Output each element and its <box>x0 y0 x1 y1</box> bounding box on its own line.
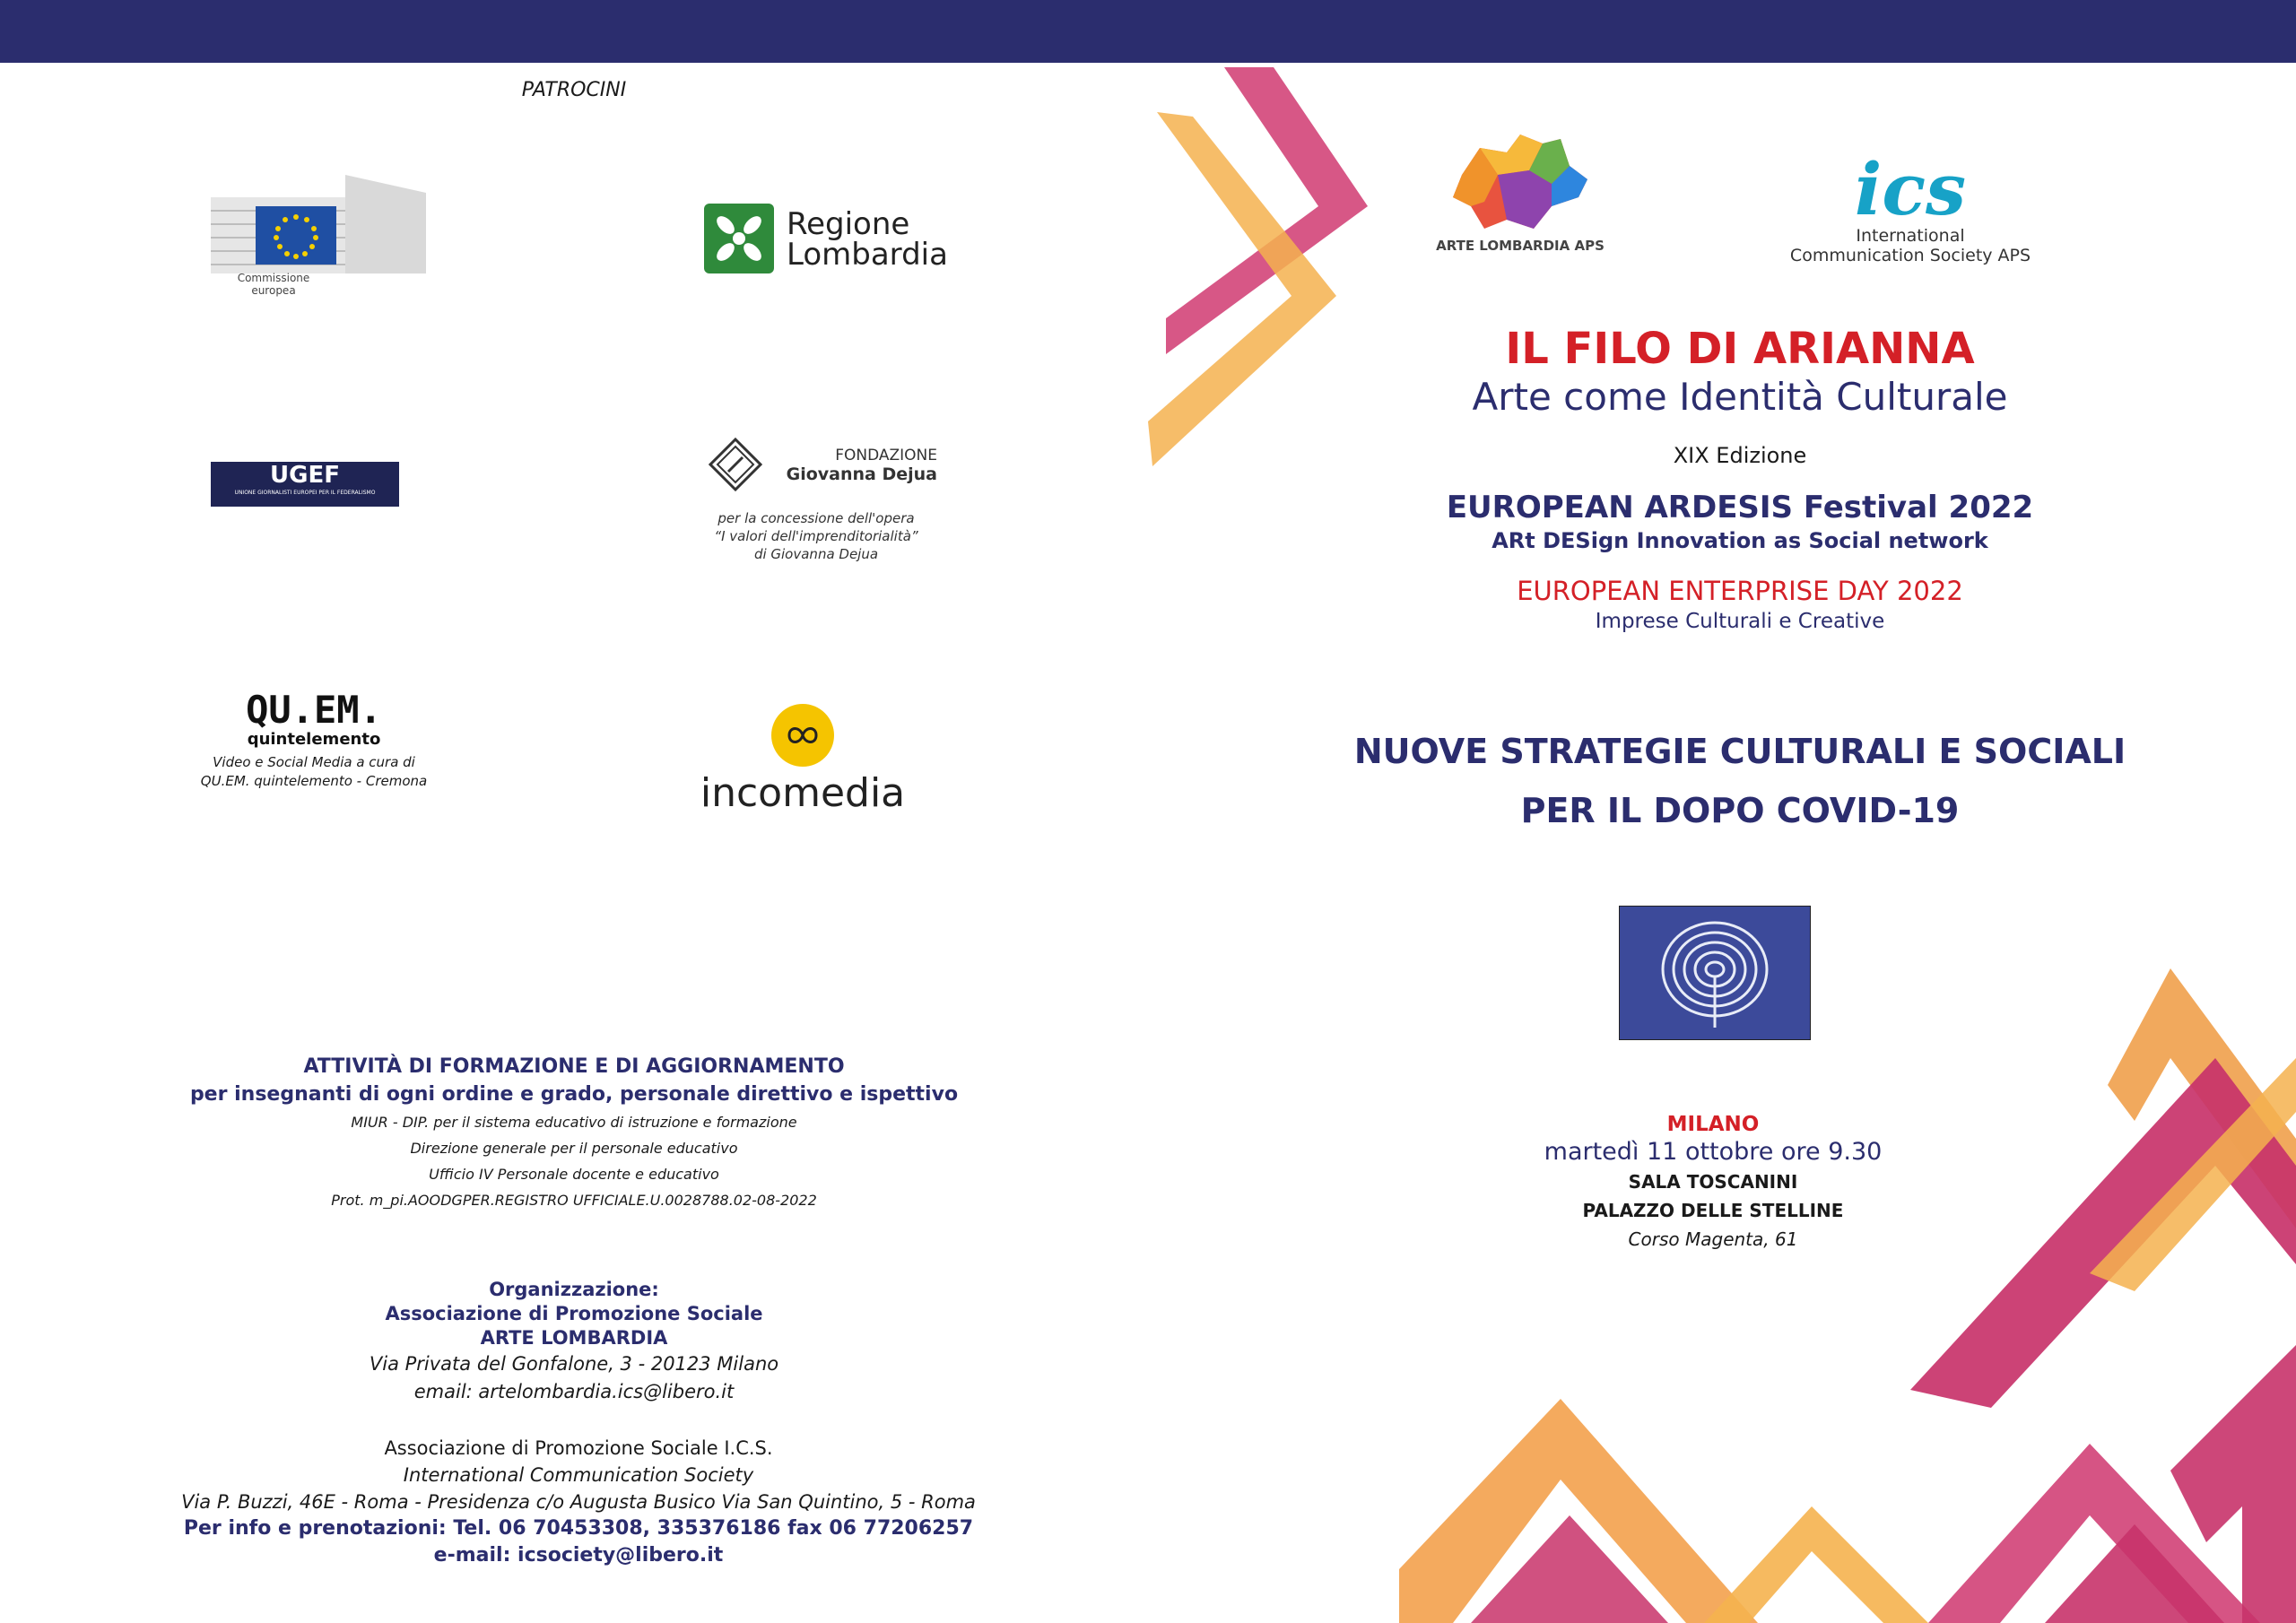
quem-logo <box>170 690 457 816</box>
org-name-2: ARTE LOMBARDIA <box>480 1327 668 1349</box>
headline <box>1292 722 2188 840</box>
event-title: IL FILO DI ARIANNA <box>1505 324 1975 374</box>
incomedia-name: incomedia <box>700 770 906 816</box>
headline-2: PER IL DOPO COVID-19 <box>1520 791 1960 830</box>
ugef-name: UGEF <box>270 462 340 489</box>
ics-line-2: International Communication Society <box>403 1464 754 1486</box>
labyrinth-image <box>1619 906 1811 1040</box>
training-line-2: Direzione generale per il personale educativo <box>410 1140 738 1157</box>
ics-label-2: Communication Society APS <box>1789 246 2031 265</box>
event-venue-2: PALAZZO DELLE STELLINE <box>1582 1200 1844 1221</box>
ics-line-1: Associazione di Promozione Sociale I.C.S. <box>384 1437 773 1459</box>
fondazione-caption-1: per la concessione dell'opera <box>718 510 915 526</box>
headline-1: NUOVE STRATEGIE CULTURALI E SOCIALI <box>1353 732 2126 771</box>
ics-logo-text: ics <box>1854 147 1967 231</box>
patrocini-heading: PATROCINI <box>521 79 627 101</box>
ec-label-1: Commissione <box>237 272 310 284</box>
org-address: Via Privata del Gonfalone, 3 - 20123 Milano <box>369 1353 779 1375</box>
regione-line-1: Regione <box>787 206 910 242</box>
ugef-logo <box>211 462 399 507</box>
ec-building-icon <box>211 166 426 282</box>
incomedia-logo <box>691 704 915 820</box>
fondazione-caption-3: di Giovanna Dejua <box>753 546 879 562</box>
regione-lombardia-logo <box>704 202 955 278</box>
ics-email: e-mail: icsociety@libero.it <box>433 1544 724 1567</box>
regione-lombardia-icon <box>704 204 774 273</box>
org-email: email: artelombardia.ics@libero.it <box>413 1381 735 1402</box>
quem-caption-2: QU.EM. quintelemento - Cremona <box>200 773 428 789</box>
fondazione-line-2: Giovanna Dejua <box>786 464 937 484</box>
dejua-diamond-icon <box>709 438 762 491</box>
ics-line-3: Via P. Buzzi, 46E - Roma - Presidenza c/o Augusta Busico Via San Quintino, 5 - Roma <box>181 1491 976 1513</box>
training-title: ATTIVITÀ DI FORMAZIONE E DI AGGIORNAMENTO <box>303 1055 845 1078</box>
european-commission-logo <box>211 166 426 314</box>
event-subtitle: Arte come Identità Culturale <box>1472 375 2008 419</box>
ics-label-1: International <box>1856 226 1965 246</box>
organization-block <box>215 1278 933 1406</box>
event-details <box>1471 1112 1955 1254</box>
ics-info: Per info e prenotazioni: Tel. 06 70453308, 335376186 fax 06 77206257 <box>183 1517 974 1540</box>
fondazione-dejua-logo <box>695 438 946 581</box>
training-line-4: Prot. m_pi.AOODGPER.REGISTRO UFFICIALE.U.0028788.02-08-2022 <box>331 1192 817 1209</box>
org-title: Organizzazione: <box>489 1279 659 1300</box>
fondazione-line-1: FONDAZIONE <box>835 447 937 464</box>
org-name-1: Associazione di Promozione Sociale <box>385 1303 763 1324</box>
infinity-icon <box>771 704 834 767</box>
event-date: martedì 11 ottobre ore 9.30 <box>1544 1138 1883 1166</box>
edition-label: XIX Edizione <box>1673 443 1807 468</box>
ec-label-2: europea <box>251 284 296 297</box>
quem-sub: quintelemento <box>247 730 381 749</box>
event-venue-1: SALA TOSCANINI <box>1628 1171 1798 1193</box>
ugef-sub: UNIONE GIORNALISTI EUROPEI PER IL FEDERALISMO <box>234 490 376 496</box>
training-subtitle: per insegnanti di ogni ordine e grado, personale direttivo e ispettivo <box>189 1083 959 1106</box>
arte-lombardia-label: ARTE LOMBARDIA APS <box>1436 238 1605 254</box>
regione-line-2: Lombardia <box>787 237 948 273</box>
training-block <box>135 1054 1013 1213</box>
top-banner <box>0 0 2296 63</box>
training-line-3: Ufficio IV Personale docente e educativo <box>429 1166 719 1183</box>
arte-lombardia-logo <box>1435 130 1605 265</box>
event-city: MILANO <box>1666 1113 1760 1136</box>
quem-caption-1: Video e Social Media a cura di <box>213 754 415 770</box>
festival-name: EUROPEAN ARDESIS Festival 2022 <box>1446 490 2034 525</box>
labyrinth-icon <box>1620 907 1810 1039</box>
event-titles <box>1345 323 2135 635</box>
training-line-1: MIUR - DIP. per il sistema educativo di istruzione e formazione <box>351 1114 797 1131</box>
event-address: Corso Magenta, 61 <box>1628 1228 1798 1250</box>
quem-name: QU.EM. <box>246 688 382 732</box>
ics-logo <box>1780 147 2040 287</box>
ics-block <box>72 1435 1085 1569</box>
lombardia-map-icon <box>1444 130 1596 238</box>
enterprise-day: EUROPEAN ENTERPRISE DAY 2022 <box>1517 576 1963 606</box>
festival-sub: ARt DESign Innovation as Social network <box>1492 528 1988 553</box>
enterprise-sub: Imprese Culturali e Creative <box>1595 610 1885 633</box>
fondazione-caption-2: “I valori dell'imprenditorialità” <box>714 528 918 544</box>
